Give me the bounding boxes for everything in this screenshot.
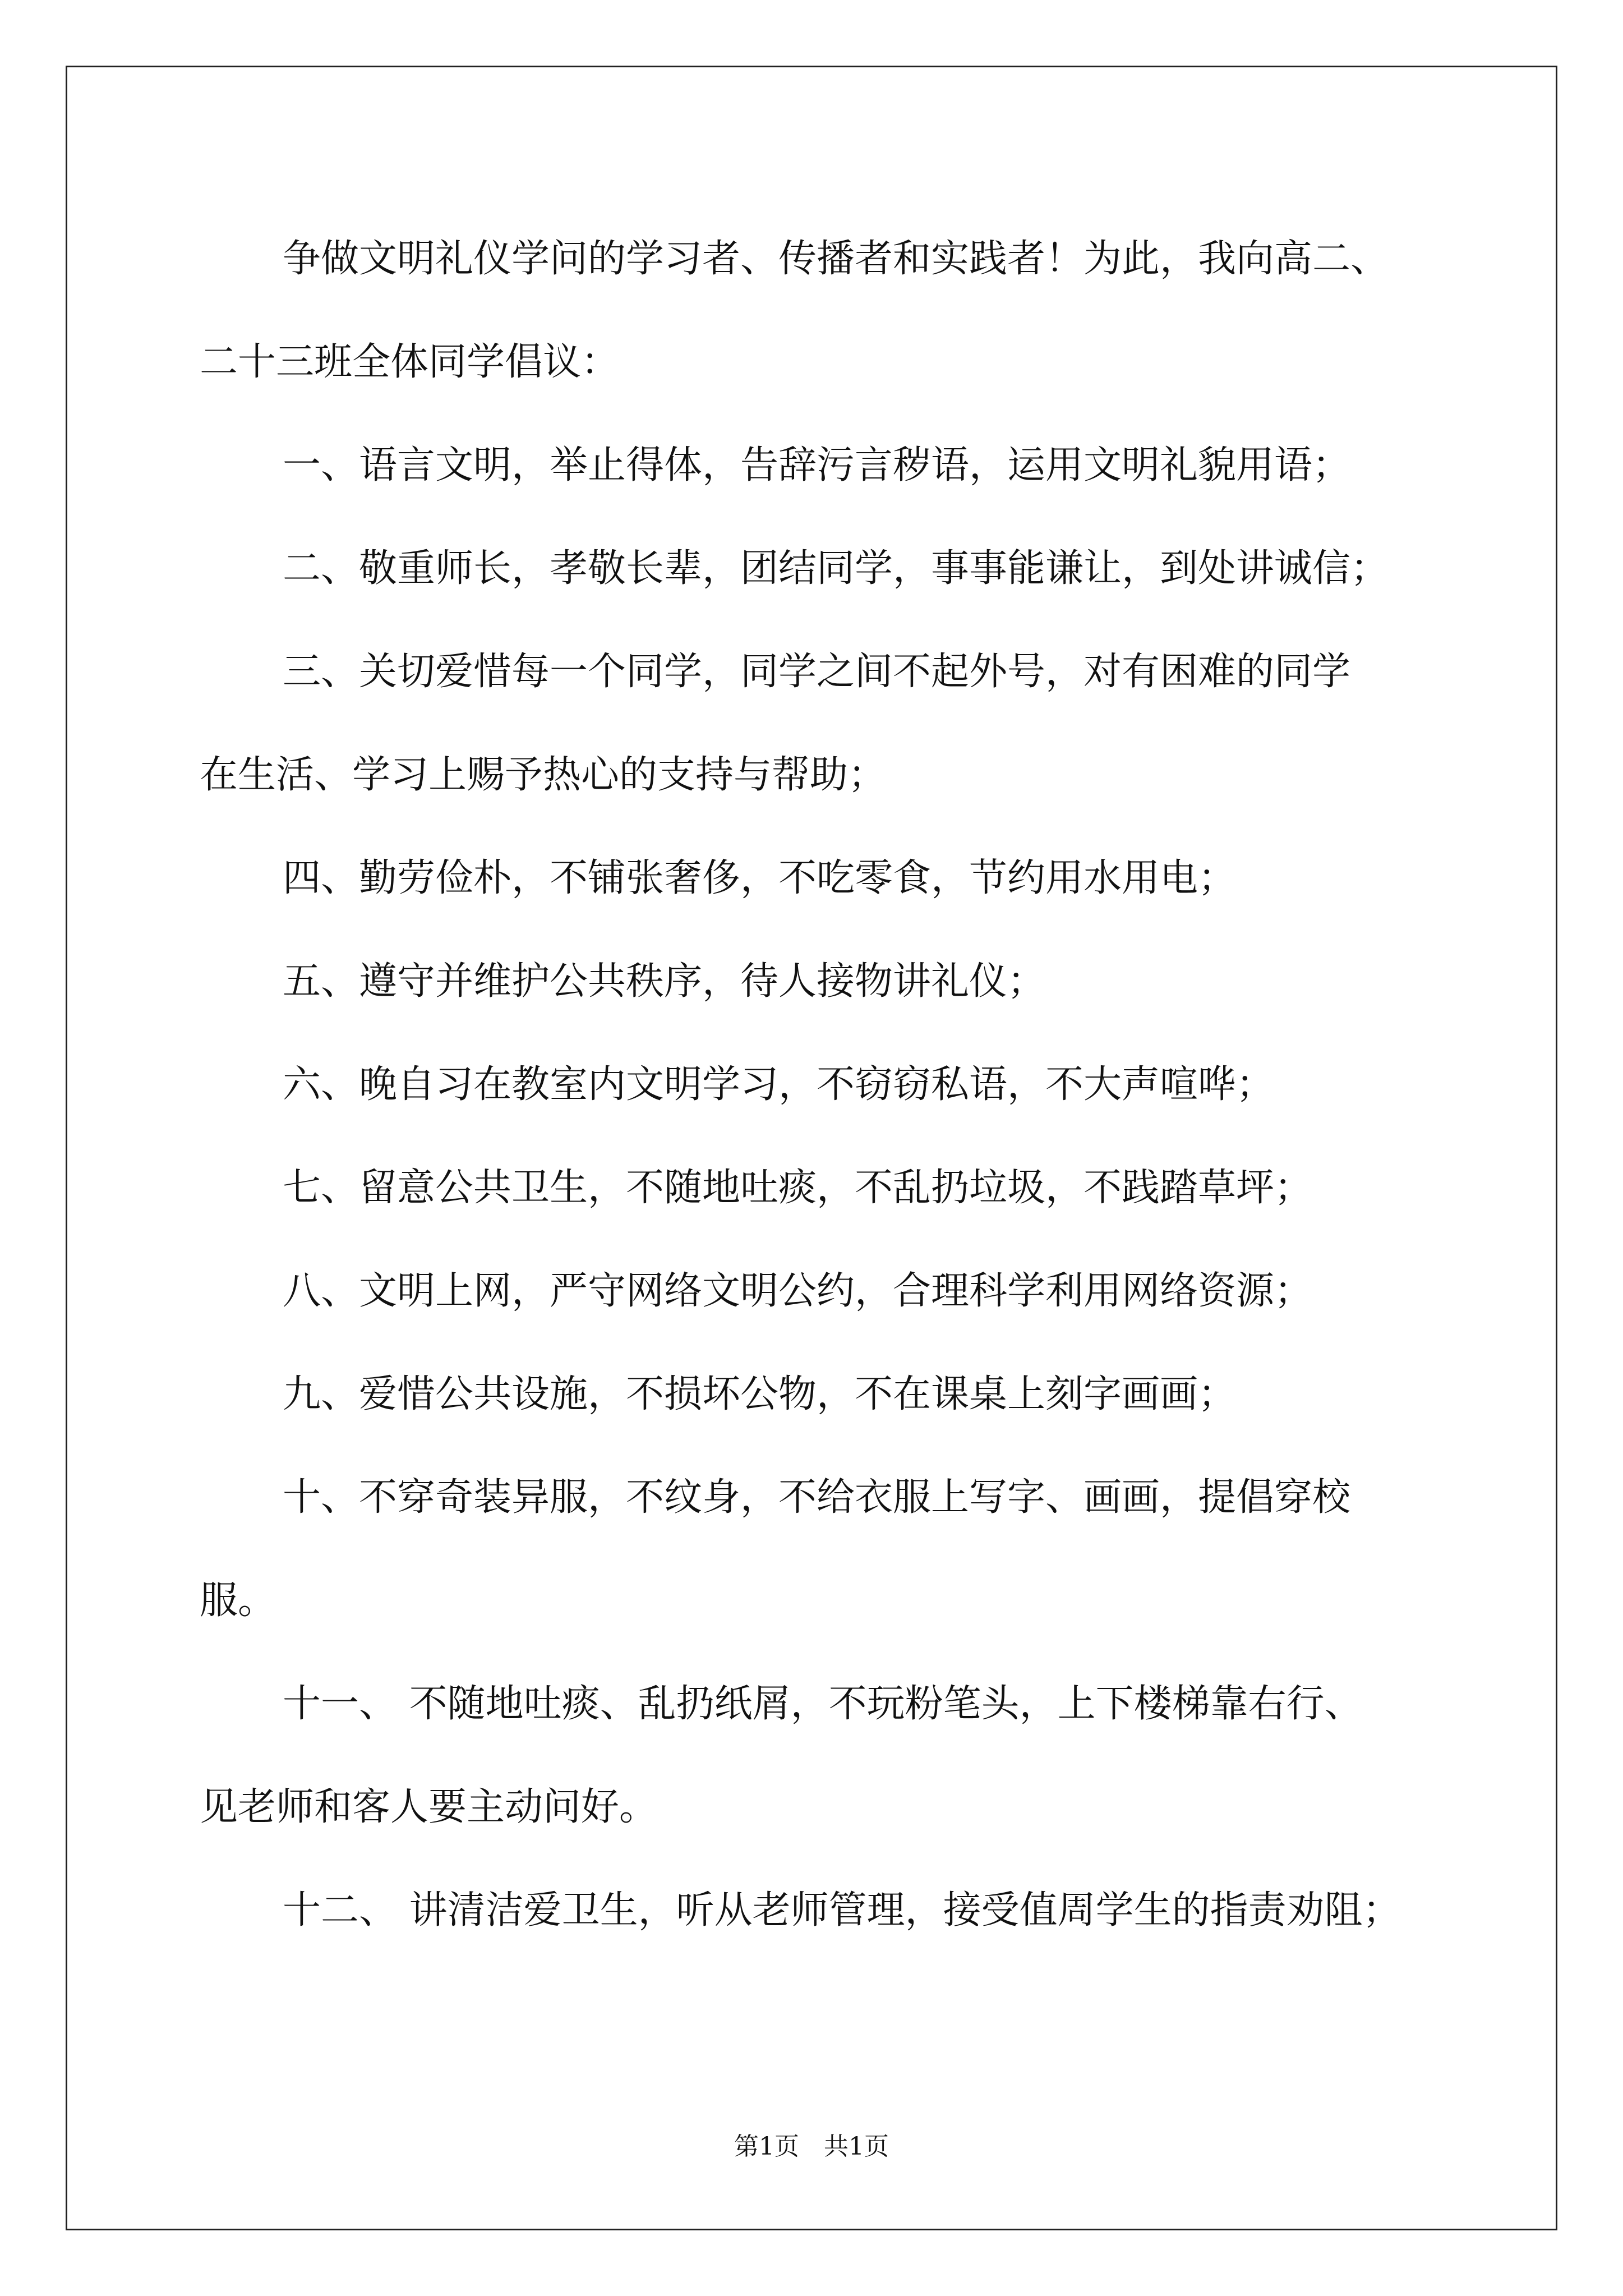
item-8: 八、文明上网，严守网络文明公约，合理科学利用网络资源； bbox=[283, 1269, 1313, 1313]
item-4: 四、勤劳俭朴，不铺张奢侈，不吃零食，节约用水用电； bbox=[283, 856, 1237, 900]
paragraph-line: 争做文明礼仪学问的学习者、传播者和实践者！为此，我向高二、 bbox=[283, 237, 1389, 281]
item-6: 六、晚自习在教室内文明学习，不窃窃私语，不大声喧哗； bbox=[283, 1062, 1275, 1107]
item-10-continued: 服。 bbox=[200, 1579, 276, 1623]
item-11-continued: 见老师和客人要主动问好。 bbox=[200, 1785, 658, 1829]
document-body bbox=[200, 208, 1446, 1962]
item-3-continued: 在生活、学习上赐予热心的支持与帮助； bbox=[200, 753, 887, 797]
item-2: 二、敬重师长，孝敬长辈，团结同学，事事能谦让，到处讲诚信； bbox=[283, 546, 1389, 591]
item-1: 一、语言文明，举止得体，告辞污言秽语，运用文明礼貌用语； bbox=[283, 443, 1351, 487]
item-3: 三、关切爱惜每一个同学，同学之间不起外号，对有困难的同学 bbox=[283, 650, 1351, 694]
item-5: 五、遵守并维护公共秩序，待人接物讲礼仪； bbox=[283, 959, 1046, 1004]
item-11: 十一、 不随地吐痰、乱扔纸屑，不玩粉笔头，上下楼梯靠右行、 bbox=[283, 1682, 1363, 1726]
page-footer: 第1页 共1页 bbox=[734, 2132, 889, 2161]
item-9: 九、爱惜公共设施，不损坏公物，不在课桌上刻字画画； bbox=[283, 1372, 1237, 1416]
item-7: 七、留意公共卫生，不随地吐痰，不乱扔垃圾，不践踏草坪； bbox=[283, 1166, 1313, 1210]
item-10: 十、不穿奇装异服，不纹身，不给衣服上写字、画画，提倡穿校 bbox=[283, 1475, 1351, 1520]
item-12: 十二、 讲清洁爱卫生，听从老师管理，接受值周学生的指责劝阻； bbox=[283, 1888, 1401, 1932]
paragraph-line: 二十三班全体同学倡议： bbox=[200, 340, 620, 384]
